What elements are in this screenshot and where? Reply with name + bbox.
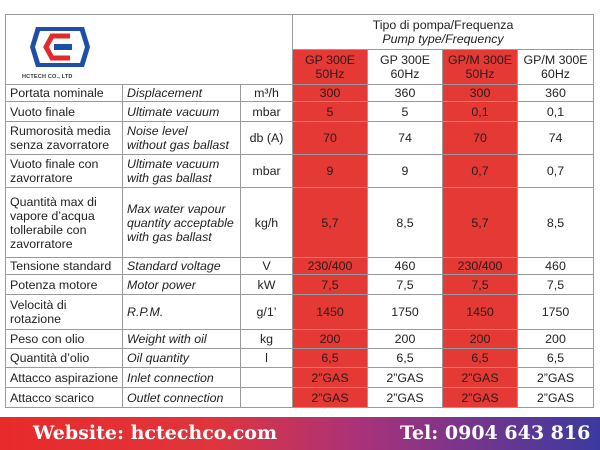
value-cell: 0,7 [518,155,594,188]
parameter-english-line: Motor power [127,277,196,292]
value-cell: 1750 [368,295,443,330]
value-cell: 2”GAS [518,388,594,408]
parameter-english-line: Weight with oil [127,332,207,346]
unit-cell: V [241,258,293,275]
column-model: GP/M 300E [447,53,513,67]
parameter-italian-line: Potenza motore [10,277,98,292]
parameter-english-line: Noise level [127,124,188,138]
logo-text: HCTECH CO., LTD [22,74,73,80]
value-cell: 7,5 [443,275,518,295]
value-cell: 7,5 [293,275,368,295]
parameter-italian-line: vapore d’acqua [10,208,95,223]
value-cell: 8,5 [368,188,443,258]
parameter-italian-line: rotazione [10,312,61,326]
parameter-english-line: Oil quantity [127,351,189,365]
parameter-italian [6,188,123,258]
table-row [6,155,594,188]
parameter-italian [6,155,123,188]
value-cell: 0,7 [443,155,518,188]
value-cell: 5,7 [443,188,518,258]
unit-cell: db (A) [241,122,293,155]
parameter-italian [6,388,123,408]
table-row [6,330,594,349]
parameter-english [123,155,241,188]
column-frequency: 60Hz [541,67,570,81]
value-cell: 5,7 [293,188,368,258]
parameter-italian-line: senza zavorratore [10,138,110,152]
footer-banner [0,417,600,450]
value-cell: 2”GAS [443,368,518,388]
unit-cell: mbar [241,102,293,122]
value-cell: 1750 [518,295,594,330]
value-cell: 360 [368,85,443,102]
value-cell: 2”GAS [368,368,443,388]
table-row [6,388,594,408]
column-header-4 [518,50,594,85]
table-row [6,102,594,122]
column-header-2 [368,50,443,85]
unit-cell: mbar [241,155,293,188]
table-row [6,275,594,295]
parameter-italian-line: Attacco scarico [10,390,95,405]
value-cell: 1450 [443,295,518,330]
table-row [6,188,594,258]
value-cell: 460 [518,258,594,275]
value-cell: 6,5 [518,349,594,368]
parameter-english [123,102,241,122]
parameter-english-line: with gas ballast [127,229,212,244]
value-cell: 300 [293,85,368,102]
parameter-english-line: Standard voltage [127,259,221,273]
parameter-english-line: Ultimate vacuum [127,104,220,119]
value-cell: 7,5 [518,275,594,295]
parameter-italian [6,85,123,102]
value-cell: 6,5 [368,349,443,368]
value-cell: 74 [368,122,443,155]
phone-text: Tel: 0904 643 816 [400,422,591,444]
parameter-english-line: Outlet connection [127,390,224,405]
parameter-italian-line: Rumorosità media [10,124,111,138]
table-row [6,122,594,155]
column-model: GP 300E [304,53,356,67]
value-cell: 0,1 [443,102,518,122]
value-cell: 1450 [293,295,368,330]
parameter-italian [6,122,123,155]
unit-cell [241,388,293,408]
value-cell: 74 [518,122,594,155]
parameter-italian-line: Tensione standard [10,259,112,273]
value-cell: 2”GAS [293,388,368,408]
parameter-english-line: without gas ballast [127,138,229,152]
parameter-english [123,295,241,330]
column-header-1 [293,50,368,85]
logo-cell [6,15,293,85]
column-frequency: 50Hz [315,67,345,81]
value-cell: 0,1 [518,102,594,122]
parameter-english [123,349,241,368]
parameter-english-line: R.P.M. [127,305,164,319]
header-title: Tipo di pompa/Frequenza [372,18,514,32]
table-row [6,258,594,275]
parameter-italian-line: Velocità di [10,298,67,312]
header-title-row [6,15,594,50]
parameter-english-line: quantity acceptable [127,215,234,230]
value-cell: 200 [443,330,518,349]
hctech-logo-icon [30,25,90,69]
value-cell: 9 [293,155,368,188]
parameter-english-line: with gas ballast [127,171,212,185]
parameter-english [123,258,241,275]
header-subtitle: Pump type/Frequency [382,32,504,46]
parameter-english-line: Max water vapour [127,201,226,216]
value-cell: 200 [293,330,368,349]
parameter-italian [6,295,123,330]
parameter-italian-line: Quantità d’olio [10,351,90,365]
value-cell: 7,5 [368,275,443,295]
parameter-italian-line: Attacco aspirazione [10,370,119,385]
parameter-english [123,330,241,349]
pump-type-header [293,15,594,50]
parameter-italian [6,349,123,368]
unit-cell: kg [241,330,293,349]
value-cell: 230/400 [443,258,518,275]
column-frequency: 50Hz [465,67,495,81]
parameter-english [123,388,241,408]
parameter-english [123,122,241,155]
value-cell: 200 [368,330,443,349]
parameter-english [123,275,241,295]
unit-cell: kg/h [241,188,293,258]
unit-cell: kW [241,275,293,295]
unit-cell: m³/h [241,85,293,102]
parameter-english-line: Inlet connection [127,370,214,385]
table-row [6,85,594,102]
value-cell: 6,5 [293,349,368,368]
parameter-english [123,368,241,388]
table-row [6,349,594,368]
value-cell: 9 [368,155,443,188]
specification-table [5,14,594,408]
parameter-italian-line: Vuoto finale con [10,157,99,171]
parameter-italian [6,330,123,349]
table-row [6,368,594,388]
parameter-english-line: Displacement [127,86,203,100]
value-cell: 70 [443,122,518,155]
value-cell: 2”GAS [443,388,518,408]
value-cell: 2”GAS [368,388,443,408]
parameter-italian-line: zavorratore [10,236,73,251]
parameter-english [123,85,241,102]
parameter-italian-line: Vuoto finale [10,104,75,119]
parameter-italian-line: Portata nominale [10,86,104,100]
value-cell: 230/400 [293,258,368,275]
column-model: GP 300E [379,53,431,67]
unit-cell: g/1’ [241,295,293,330]
parameter-english [123,188,241,258]
value-cell: 6,5 [443,349,518,368]
website-text: Website: hctechco.com [33,422,278,444]
value-cell: 70 [293,122,368,155]
value-cell: 8,5 [518,188,594,258]
value-cell: 2”GAS [518,368,594,388]
parameter-italian [6,275,123,295]
parameter-italian-line: zavorratore [10,171,73,185]
parameter-italian-line: tollerabile con [10,222,87,237]
column-model: GP/M 300E [523,53,588,67]
table-row [6,295,594,330]
value-cell: 200 [518,330,594,349]
column-header-3 [443,50,518,85]
value-cell: 5 [293,102,368,122]
parameter-italian [6,368,123,388]
value-cell: 2”GAS [293,368,368,388]
column-frequency: 60Hz [390,67,420,81]
value-cell: 300 [443,85,518,102]
parameter-italian-line: Peso con olio [10,332,85,346]
unit-cell: l [241,349,293,368]
value-cell: 460 [368,258,443,275]
unit-cell [241,368,293,388]
parameter-italian-line: Quantità max di [10,194,97,209]
value-cell: 360 [518,85,594,102]
parameter-italian [6,102,123,122]
parameter-italian [6,258,123,275]
value-cell: 5 [368,102,443,122]
parameter-english-line: Ultimate vacuum [127,157,220,171]
